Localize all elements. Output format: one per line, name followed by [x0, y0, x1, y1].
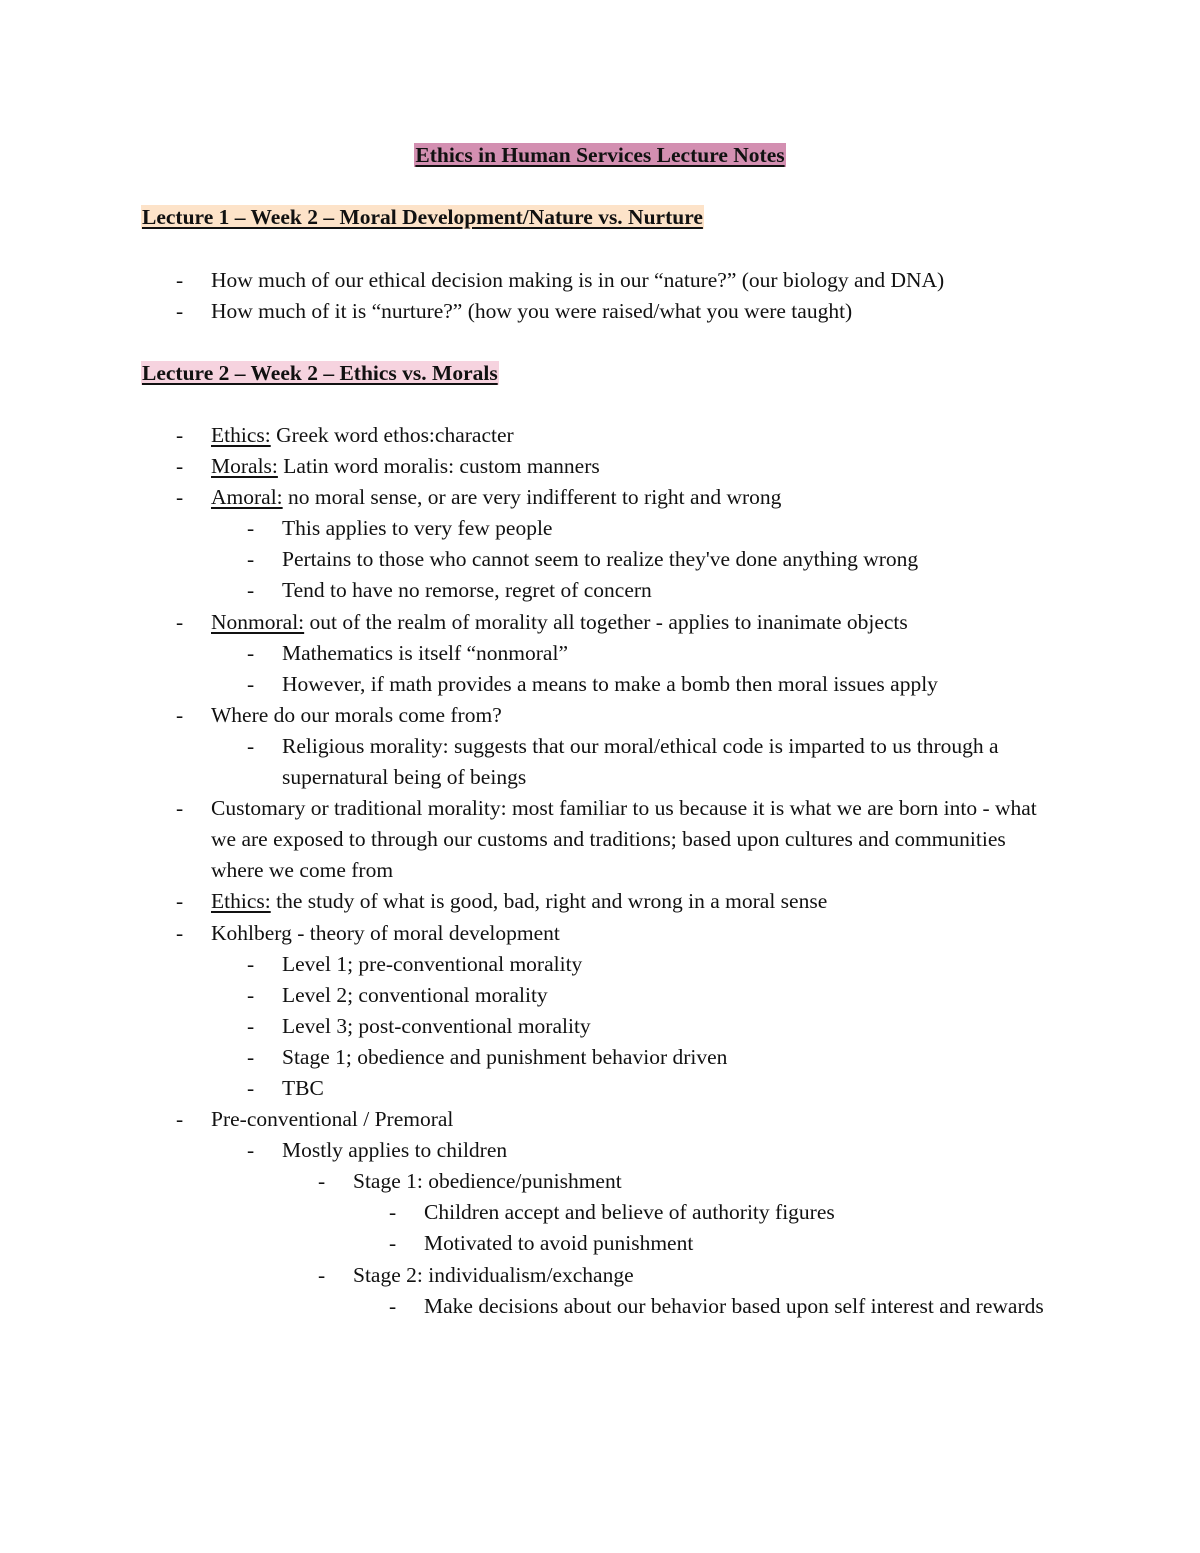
list-item-text: [282, 949, 582, 980]
list-item-text: [282, 513, 552, 544]
bullet-dash: -: [318, 1169, 326, 1194]
bullet-dash: -: [389, 1200, 397, 1225]
list-item-text: [424, 1197, 835, 1228]
bullet-dash: -: [176, 454, 184, 479]
item-text: However, if math provides a means to make a bomb then moral issues apply: [282, 671, 938, 696]
list-item-text: [424, 1228, 693, 1259]
item-text: Level 3; post-conventional morality: [282, 1013, 591, 1038]
list-item: [0, 1166, 1200, 1197]
item-text: How much of it is “nurture?” (how you were raised/what you were taught): [211, 299, 853, 324]
list-item: [0, 513, 1200, 544]
item-text: Tend to have no remorse, regret of concern: [282, 578, 652, 603]
list-item: [0, 949, 1200, 980]
list-item-text: [211, 420, 514, 451]
item-text: Kohlberg - theory of moral development: [211, 920, 560, 945]
item-text: Greek word ethos:character: [270, 423, 514, 447]
list-item-text: [211, 700, 502, 731]
item-text: Level 1; pre-conventional morality: [282, 951, 583, 976]
bullet-dash: -: [247, 516, 255, 541]
list-item: [0, 700, 1200, 731]
list-item: [0, 607, 1200, 638]
bullet-dash: -: [247, 671, 255, 696]
item-text: This applies to very few people: [282, 516, 553, 541]
lecture-2-heading: [141, 358, 499, 388]
bullet-dash: -: [176, 299, 184, 324]
item-text: Level 2; conventional morality: [282, 982, 548, 1007]
list-item: [0, 544, 1200, 575]
bullet-dash: -: [247, 1075, 255, 1100]
item-text: Customary or traditional morality: most familiar to us because it is what we are born into - what we are exposed to through our customs and traditions; based upon cultures and communities where we come from: [211, 796, 1037, 883]
bullet-dash: -: [247, 1138, 255, 1163]
bullet-dash: -: [176, 889, 184, 914]
defined-term: Morals:: [211, 454, 278, 479]
item-text: Motivated to avoid punishment: [424, 1231, 694, 1256]
list-item: [0, 1073, 1200, 1104]
list-item: [0, 1011, 1200, 1042]
item-text: no moral sense, or are very indifferent to right and wrong: [282, 485, 782, 510]
defined-term: Amoral:: [211, 485, 283, 510]
list-item-text: [211, 793, 1062, 886]
item-text: Stage 1: obedience/punishment: [353, 1169, 622, 1194]
list-item-text: [282, 1073, 324, 1104]
list-item-text: [211, 451, 600, 482]
list-item: [0, 420, 1200, 451]
list-item-text: [424, 1291, 1062, 1322]
list-item: [0, 638, 1200, 669]
bullet-dash: -: [247, 1044, 255, 1069]
defined-term: Ethics:: [211, 423, 271, 447]
bullet-dash: -: [176, 702, 184, 727]
list-item: [0, 265, 1200, 296]
bullet-dash: -: [247, 578, 255, 603]
item-text: Stage 1; obedience and punishment behavior driven: [282, 1044, 728, 1069]
defined-term: Ethics:: [211, 889, 271, 914]
list-item-text: [211, 918, 560, 949]
list-item-text: [282, 1042, 727, 1073]
item-text: Mathematics is itself “nonmoral”: [282, 640, 568, 665]
bullet-dash: -: [247, 547, 255, 572]
bullet-dash: -: [176, 609, 184, 634]
list-item: [0, 1260, 1200, 1291]
list-item-text: [282, 731, 1062, 793]
item-text: out of the realm of morality all together - applies to inanimate objects: [304, 609, 908, 634]
document-title-text: Ethics in Human Services Lecture Notes: [415, 143, 785, 167]
list-item-text: [211, 607, 908, 638]
lecture-1-heading: [141, 202, 704, 232]
item-text: Latin word moralis: custom manners: [277, 454, 600, 479]
bullet-dash: -: [247, 640, 255, 665]
lecture-1-heading-text: Lecture 1 – Week 2 – Moral Development/Nature vs. Nurture: [142, 205, 703, 229]
list-item-text: [211, 482, 781, 513]
list-item-text: [282, 575, 652, 606]
item-text: Religious morality: suggests that our moral/ethical code is imparted to us through a supernatural being of beings: [282, 733, 999, 790]
item-text: the study of what is good, bad, right and wrong in a moral sense: [270, 889, 828, 914]
list-item: [0, 1042, 1200, 1073]
bullet-dash: -: [389, 1293, 397, 1318]
bullet-dash: -: [176, 485, 184, 510]
list-item: [0, 918, 1200, 949]
list-item: [0, 886, 1200, 917]
lecture-1-notes: [0, 265, 1200, 327]
list-item-text: [282, 544, 918, 575]
list-item: [0, 793, 1200, 886]
list-item: [0, 575, 1200, 606]
list-item-text: [211, 265, 944, 296]
bullet-dash: -: [389, 1231, 397, 1256]
defined-term: Nonmoral:: [211, 609, 305, 634]
list-item-text: [211, 1104, 453, 1135]
list-item: [0, 1197, 1200, 1228]
list-item: [0, 1135, 1200, 1166]
list-item-text: [282, 980, 548, 1011]
list-item-text: [282, 638, 568, 669]
bullet-dash: -: [247, 982, 255, 1007]
bullet-dash: -: [176, 268, 184, 292]
list-item-text: [211, 296, 852, 327]
list-item-text: [211, 886, 827, 917]
list-item: [0, 669, 1200, 700]
bullet-dash: -: [318, 1262, 326, 1287]
list-item-text: [353, 1166, 622, 1197]
bullet-dash: -: [247, 951, 255, 976]
list-item: [0, 731, 1200, 793]
item-text: Pre-conventional / Premoral: [211, 1107, 454, 1132]
document-title: [0, 140, 1200, 170]
item-text: Children accept and believe of authority figures: [424, 1200, 835, 1225]
list-item: [0, 1104, 1200, 1135]
bullet-dash: -: [247, 1013, 255, 1038]
bullet-dash: -: [176, 920, 184, 945]
bullet-dash: -: [176, 1107, 184, 1132]
item-text: Where do our morals come from?: [211, 702, 502, 727]
list-item-text: [282, 669, 938, 700]
bullet-dash: -: [176, 796, 184, 821]
lecture-2-notes: [0, 420, 1200, 1353]
list-item-text: [282, 1011, 591, 1042]
item-text: TBC: [282, 1075, 324, 1100]
bullet-dash: -: [247, 733, 255, 758]
item-text: Pertains to those who cannot seem to realize they've done anything wrong: [282, 547, 919, 572]
list-item: [0, 1291, 1200, 1353]
bullet-dash: -: [176, 423, 184, 447]
list-item: [0, 296, 1200, 327]
list-item-text: [282, 1135, 507, 1166]
list-item: [0, 482, 1200, 513]
item-text: Stage 2: individualism/exchange: [353, 1262, 634, 1287]
list-item: [0, 980, 1200, 1011]
item-text: How much of our ethical decision making is in our “nature?” (our biology and DNA): [211, 268, 945, 292]
list-item-text: [353, 1260, 634, 1291]
item-text: Mostly applies to children: [282, 1138, 508, 1163]
list-item: [0, 1228, 1200, 1259]
list-item: [0, 451, 1200, 482]
item-text: Make decisions about our behavior based upon self interest and rewards: [424, 1293, 1044, 1318]
lecture-2-heading-text: Lecture 2 – Week 2 – Ethics vs. Morals: [142, 361, 498, 385]
